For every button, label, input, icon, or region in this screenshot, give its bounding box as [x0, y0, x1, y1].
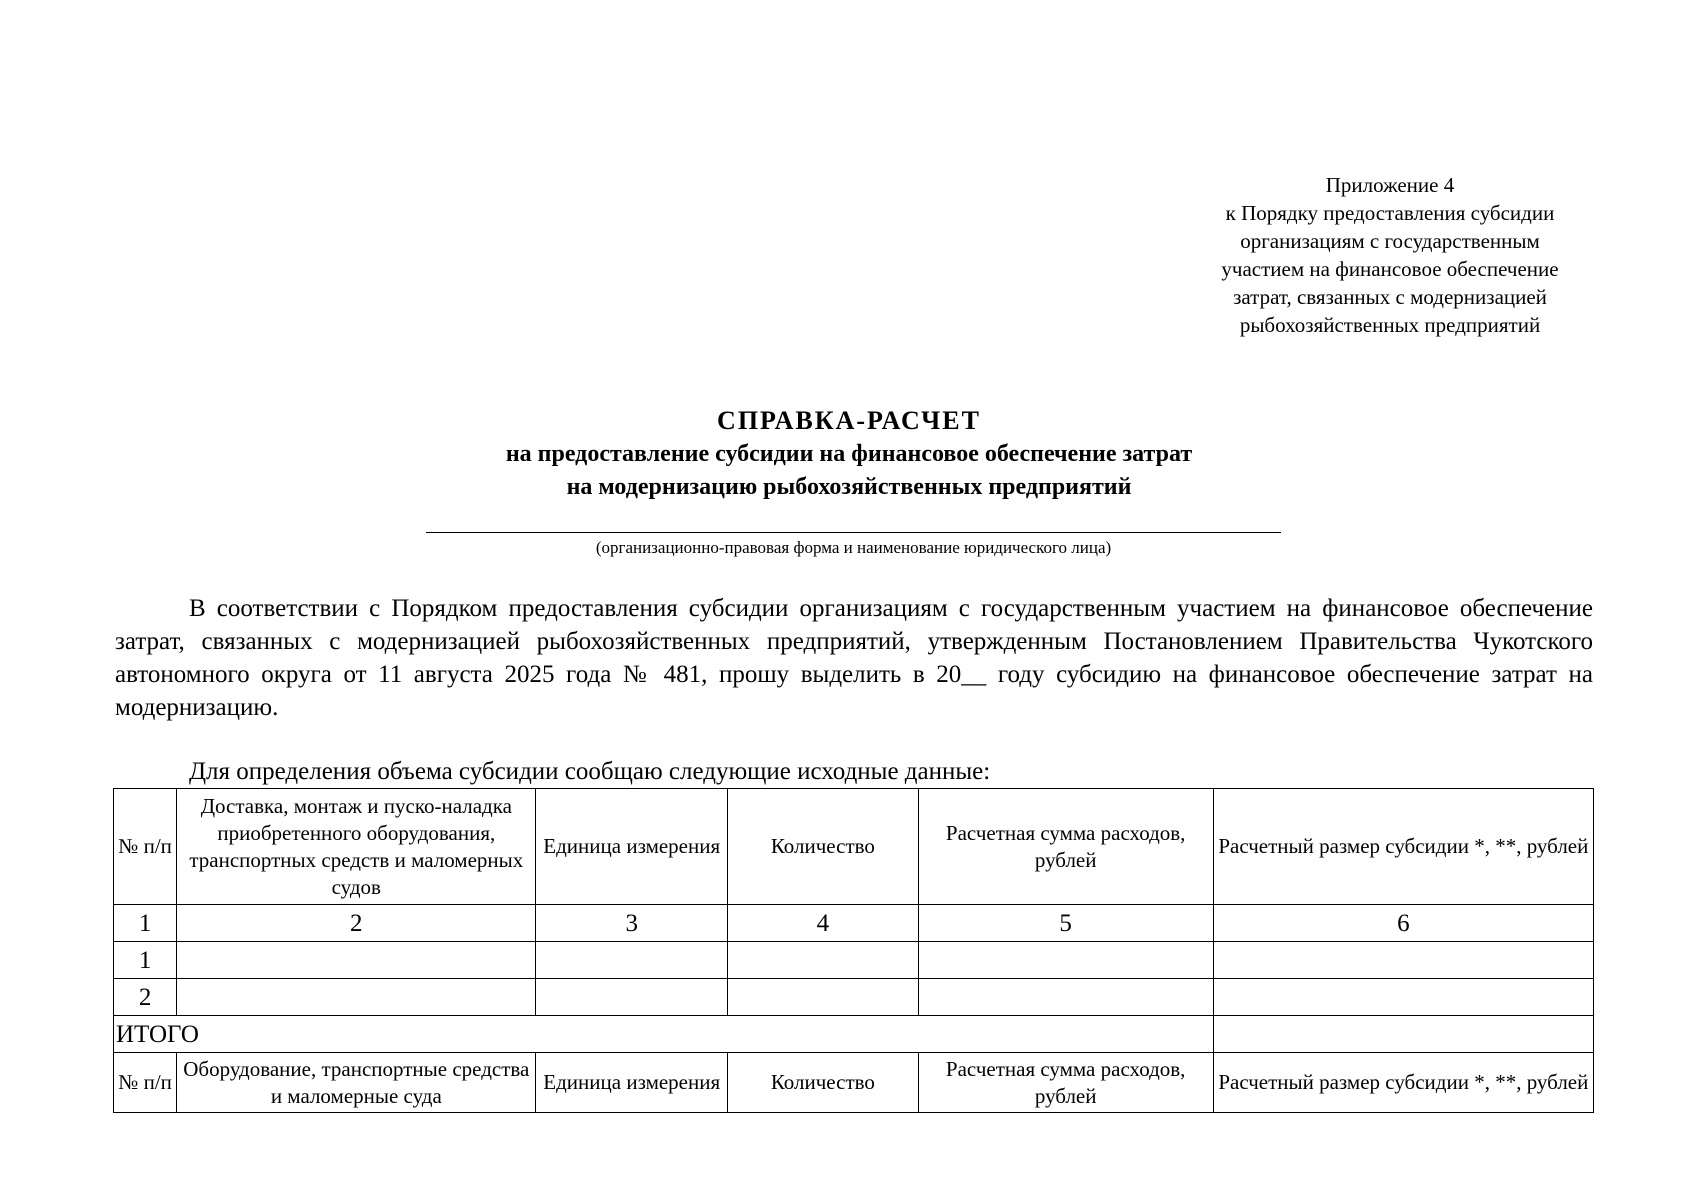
- column-number: 2: [177, 905, 536, 942]
- appendix-line: рыбохозяйственных предприятий: [1239, 313, 1541, 337]
- cell-expense-sum[interactable]: [918, 979, 1213, 1016]
- header-cell-quantity: Количество: [728, 789, 919, 905]
- cell-quantity[interactable]: [728, 942, 919, 979]
- cell-subsidy-size[interactable]: [1213, 979, 1593, 1016]
- header-cell-expense-sum: Расчетная сумма расходов, рублей: [918, 789, 1213, 905]
- title-subtitle-2: на модернизацию рыбохозяйственных предприятий: [566, 474, 1132, 500]
- column-number: 1: [114, 905, 177, 942]
- row-number: 1: [114, 942, 177, 979]
- header-cell-number: № п/п: [114, 789, 177, 905]
- column-number: 5: [918, 905, 1213, 942]
- header-cell-unit: Единица измерения: [536, 789, 728, 905]
- header-cell-subsidy-size: Расчетный размер субсидии *, **, рублей: [1213, 789, 1593, 905]
- row-number: 2: [114, 979, 177, 1016]
- header-cell-quantity: Количество: [728, 1053, 919, 1113]
- header-cell-equipment: Оборудование, транспортные средства и маломерные суда: [177, 1053, 536, 1113]
- total-label: ИТОГО: [114, 1016, 1214, 1053]
- document-title: [0, 404, 1698, 504]
- cell-unit[interactable]: [536, 942, 728, 979]
- table-intro: Для определения объема субсидии сообщаю следующие исходные данные:: [189, 758, 991, 785]
- column-number: 6: [1213, 905, 1593, 942]
- appendix-line: к Порядку предоставления субсидии: [1225, 201, 1555, 225]
- organization-name-field[interactable]: [426, 532, 1281, 533]
- cell-expense-sum[interactable]: [918, 942, 1213, 979]
- table-row: [114, 942, 1594, 979]
- table-row: [114, 979, 1594, 1016]
- column-number: 3: [536, 905, 728, 942]
- title-subtitle-1: на предоставление субсидии на финансовое обеспечение затрат: [505, 441, 1193, 467]
- total-row: [114, 1016, 1594, 1053]
- appendix-line: затрат, связанных с модернизацией: [1233, 285, 1547, 309]
- total-value-cell[interactable]: [1213, 1016, 1593, 1053]
- appendix-block: [1180, 171, 1600, 339]
- cell-subsidy-size[interactable]: [1213, 942, 1593, 979]
- cell-item[interactable]: [177, 979, 536, 1016]
- appendix-line: участием на финансовое обеспечение: [1221, 257, 1559, 281]
- cell-item[interactable]: [177, 942, 536, 979]
- organization-field-caption: (организационно-правовая форма и наименование юридического лица): [595, 538, 1112, 557]
- column-number: 4: [728, 905, 919, 942]
- subsidy-table: [113, 788, 1594, 1113]
- column-number-row: [114, 905, 1594, 942]
- cell-quantity[interactable]: [728, 979, 919, 1016]
- header-cell-expense-sum: Расчетная сумма расходов, рублей: [918, 1053, 1213, 1113]
- request-paragraph: В соответствии с Порядком предоставления субсидии организациям с государственным участием на финансовое обеспечение затрат, связанных с модернизацией рыбохозяйственных предприятий, утвержденным Постановлением Правительства Чукотского автономного округа от 11 августа 2025 года № 481, прошу выделить в 20__ году субсидию на финансовое обеспечение затрат на модернизацию.: [115, 595, 1593, 721]
- appendix-line: Приложение 4: [1325, 173, 1455, 197]
- appendix-line: организациям с государственным: [1240, 229, 1540, 253]
- header-cell-delivery: Доставка, монтаж и пуско-наладка приобретенного оборудования, транспортных средств и маломерных судов: [177, 789, 536, 905]
- table-header-row: [114, 789, 1594, 905]
- title-main: СПРАВКА-РАСЧЕТ: [717, 406, 981, 435]
- table-header-row-equipment: [114, 1053, 1594, 1113]
- header-cell-number: № п/п: [114, 1053, 177, 1113]
- header-cell-subsidy-size: Расчетный размер субсидии *, **, рублей: [1213, 1053, 1593, 1113]
- header-cell-unit: Единица измерения: [536, 1053, 728, 1113]
- cell-unit[interactable]: [536, 979, 728, 1016]
